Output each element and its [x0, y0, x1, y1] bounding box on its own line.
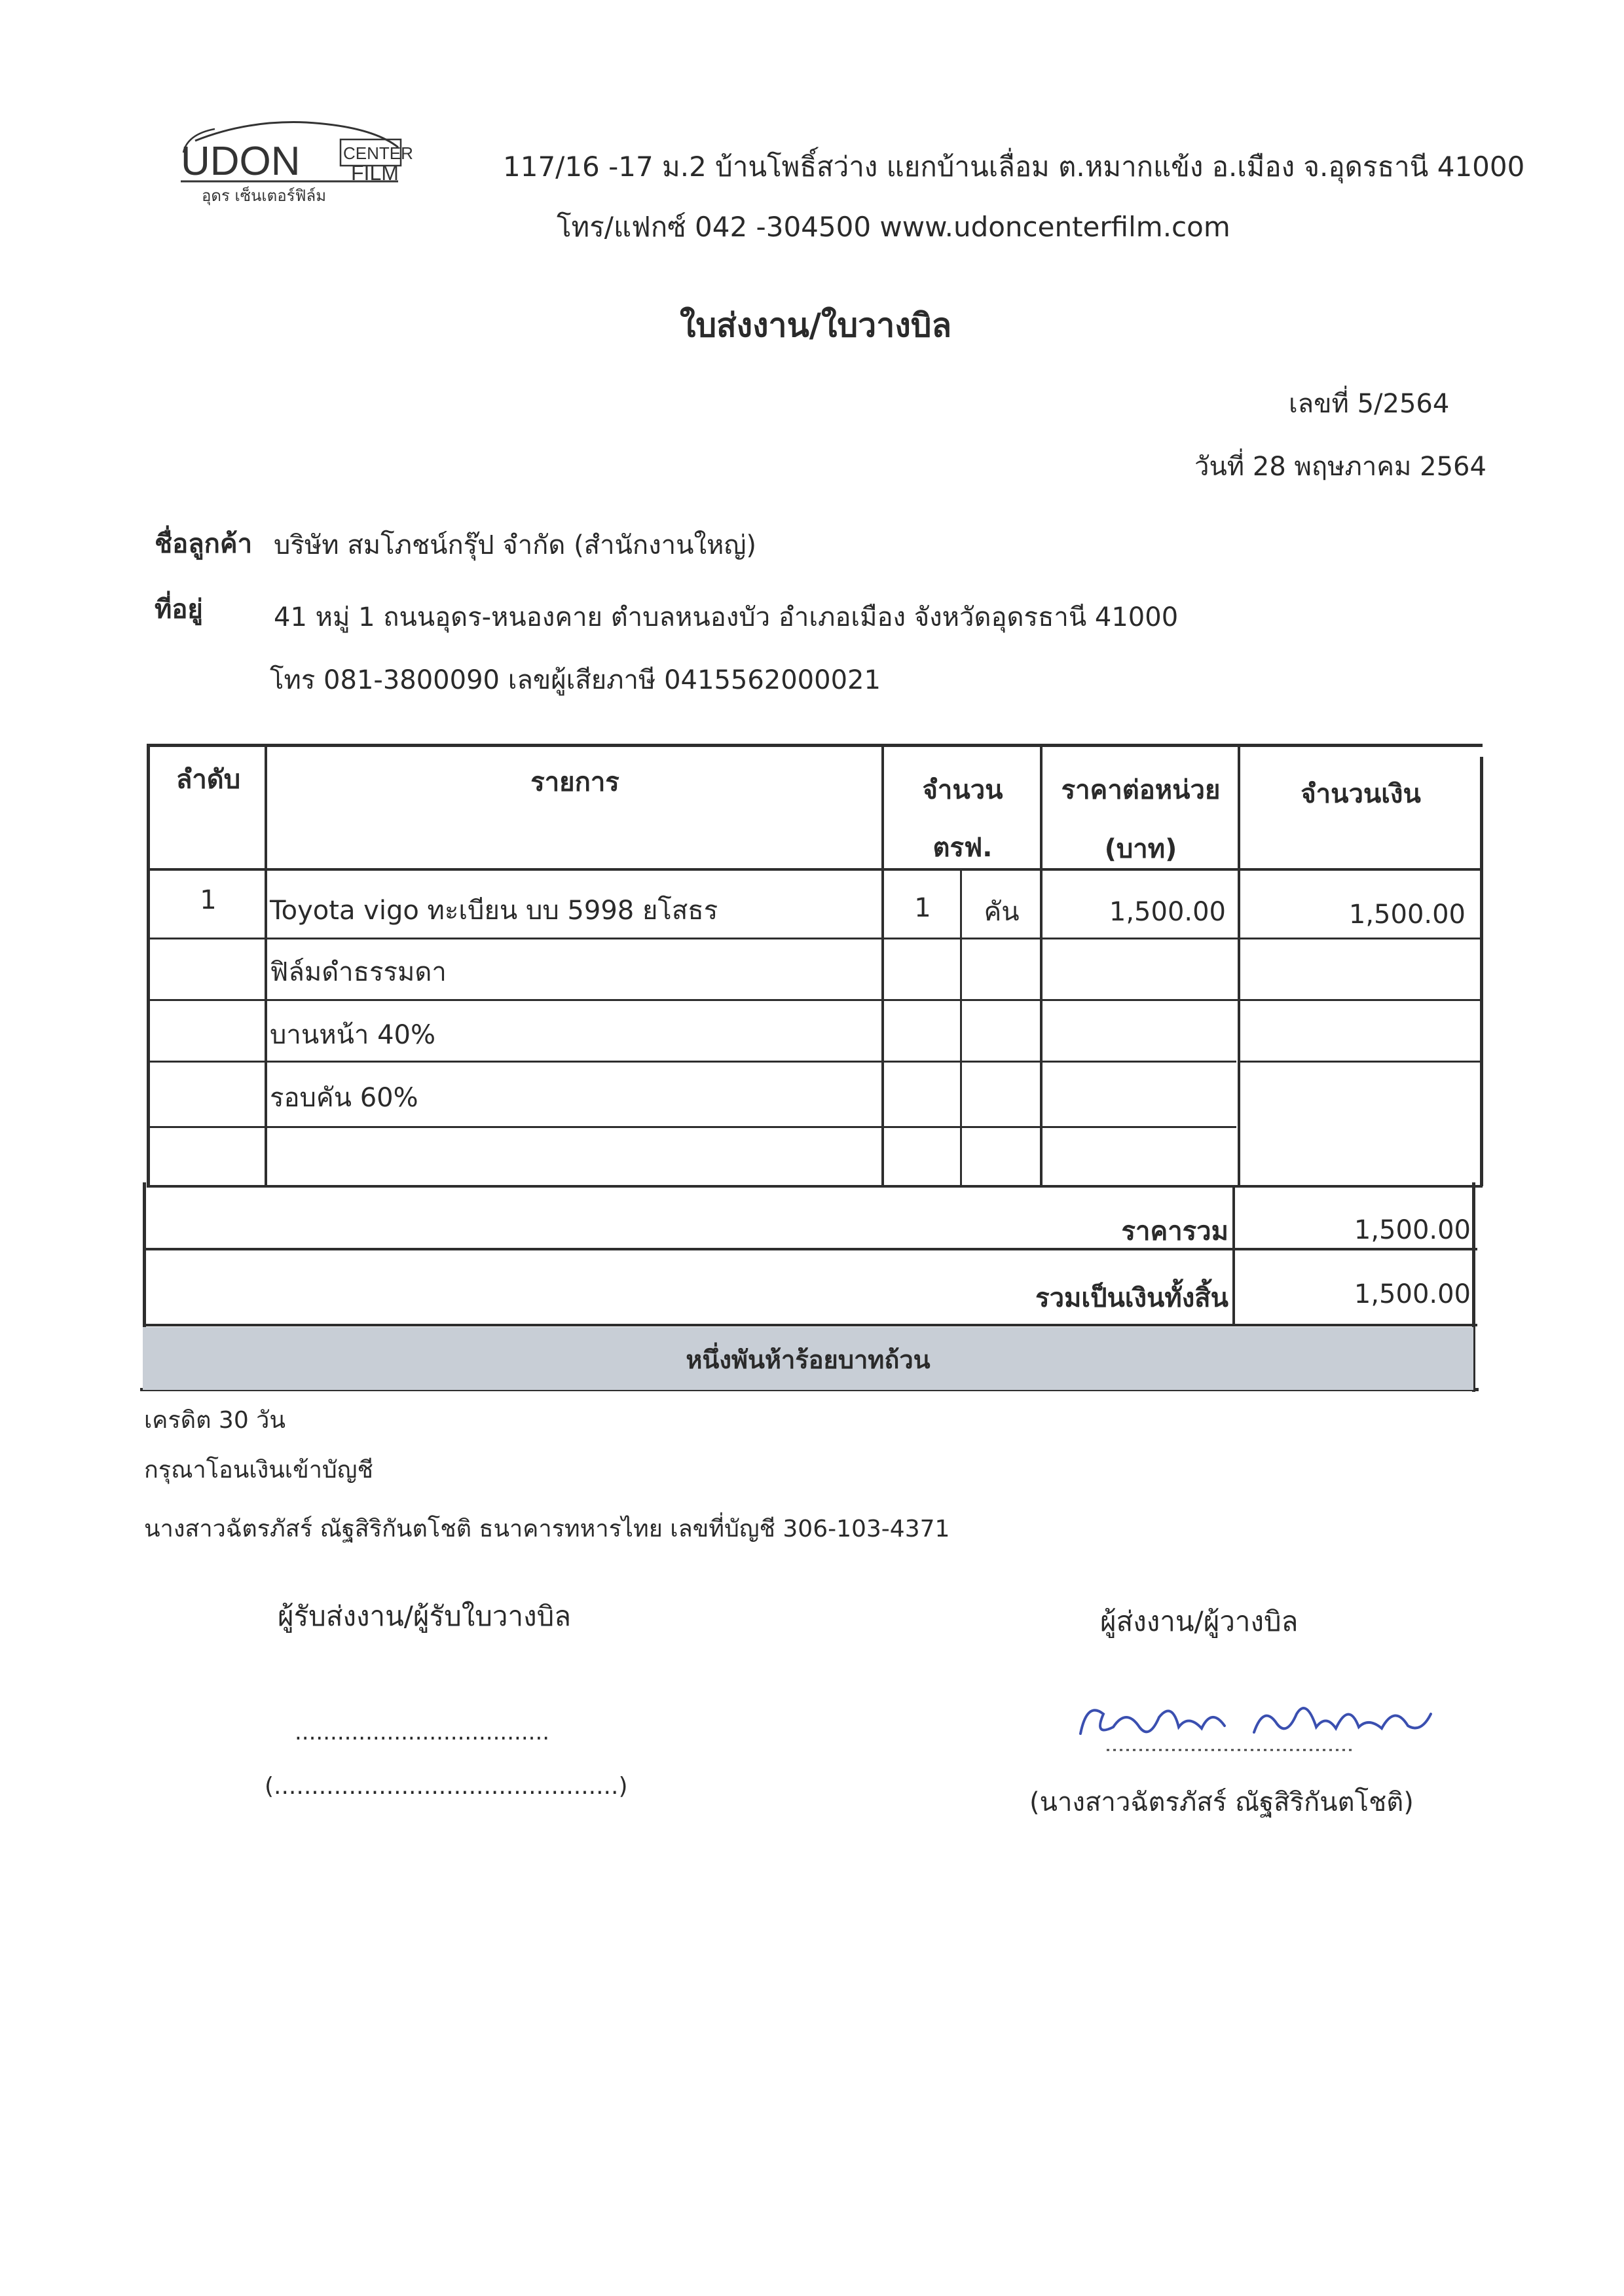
logo-film-text: FILM — [351, 161, 399, 185]
sender-label: ผู้ส่งงาน/ผู้วางบิล — [1100, 1605, 1299, 1637]
document-number: เลขที่ 5/2564 — [1289, 389, 1450, 419]
logo-thai-text: อุดร เซ็นเตอร์ฟิล์ม — [202, 187, 327, 205]
handwritten-signature — [1067, 1688, 1441, 1760]
grand-total-label: รวมเป็นเงินทั้งสิ้น — [1035, 1283, 1228, 1313]
document-date: วันที่ 28 พฤษภาคม 2564 — [1194, 452, 1486, 482]
logo-center-text: CENTER — [343, 143, 413, 163]
row-unit-price: 1,500.00 — [1109, 897, 1226, 927]
row-qty: 1 — [914, 893, 931, 923]
document-title: ใบส่งงาน/ใบวางบิล — [680, 306, 952, 344]
row-item: Toyota vigo ทะเบียน บบ 5998 ยโสธร — [270, 896, 718, 926]
row-no: 1 — [200, 885, 217, 915]
header-qty-line1: จำนวน — [922, 775, 1003, 805]
company-logo — [175, 115, 413, 206]
bank-account-note: นางสาวฉัตรภัสร์ ณัฐสิริกันตโชติ ธนาคารทหารไทย เลขที่บัญชี 306-103-4371 — [144, 1516, 950, 1542]
customer-phone-tax: โทร 081-3800090 เลขผู้เสียภาษี 0415562000021 — [270, 665, 881, 695]
row-item: ฟิล์มดำธรรมดา — [270, 957, 447, 987]
customer-name-label: ชื่อลูกค้า — [155, 529, 253, 559]
sender-name: (นางสาวฉัตรภัสร์ ณัฐสิริกันตโชติ) — [1029, 1787, 1414, 1817]
customer-name: บริษัท สมโภชน์กรุ๊ป จำกัด (สำนักงานใหญ่) — [274, 530, 757, 560]
transfer-note: กรุณาโอนเงินเข้าบัญชี — [144, 1457, 373, 1484]
customer-address: 41 หมู่ 1 ถนนอุดร-หนองคาย ตำบลหนองบัว อำเภอเมือง จังหวัดอุดรธานี 41000 — [274, 602, 1179, 632]
row-item: บานหน้า 40% — [270, 1020, 435, 1050]
row-item: รอบคัน 60% — [270, 1083, 418, 1113]
subtotal-label: ราคารวม — [1121, 1216, 1228, 1247]
receiver-signature-line: .................................... — [295, 1719, 550, 1745]
header-no: ลำดับ — [175, 765, 241, 795]
customer-address-label: ที่อยู่ — [155, 594, 203, 625]
credit-note: เครดิต 30 วัน — [144, 1407, 286, 1434]
receiver-name-line: (..............................................) — [265, 1773, 628, 1800]
amount-in-words: หนึ่งพันห้าร้อยบาทถ้วน — [686, 1345, 931, 1374]
header-item: รายการ — [530, 767, 619, 797]
header-qty-line2: ตรฟ. — [932, 833, 993, 863]
header-unit-price-line2: (บาท) — [1104, 834, 1177, 864]
row-amount: 1,500.00 — [1348, 900, 1466, 930]
grand-total-value: 1,500.00 — [1354, 1279, 1471, 1309]
company-contact: โทร/แฟกซ์ 042 -304500 www.udoncenterfilm.com — [557, 211, 1230, 243]
header-amount: จำนวนเงิน — [1301, 779, 1421, 809]
logo-udon-text: UDON — [181, 139, 301, 184]
company-address: 117/16 -17 ม.2 บ้านโพธิ์สว่าง แยกบ้านเลื่อม ต.หมากแข้ง อ.เมือง จ.อุดรธานี 41000 — [503, 151, 1525, 183]
subtotal-value: 1,500.00 — [1354, 1215, 1471, 1245]
receiver-label: ผู้รับส่งงาน/ผู้รับใบวางบิล — [278, 1600, 571, 1632]
header-unit-price-line1: ราคาต่อหน่วย — [1061, 775, 1221, 805]
row-unit: คัน — [984, 897, 1020, 927]
